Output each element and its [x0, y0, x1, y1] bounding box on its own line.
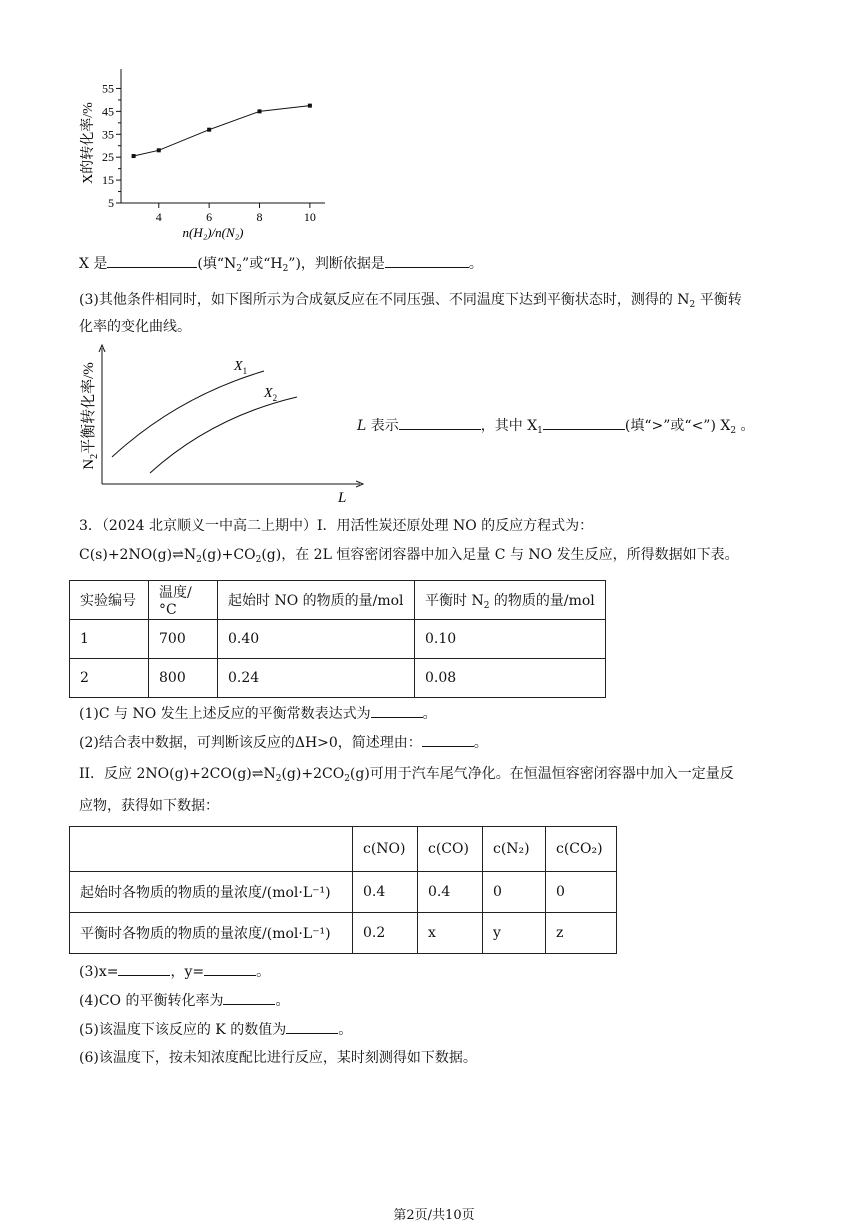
y-tick-label: 15	[102, 173, 114, 188]
row-label: 起始时各物质的物质的量浓度/(mol·L⁻¹)	[70, 872, 353, 913]
q3-title	[79, 516, 593, 536]
x-tick-label: 4	[155, 210, 162, 224]
experiment-table	[69, 580, 606, 698]
data-point	[207, 128, 211, 132]
fill-text: X 是	[79, 256, 108, 272]
curve-x2-label: $X_2$	[264, 386, 278, 403]
header-cell: c(N₂)	[483, 827, 546, 872]
table-cell: 0.2	[353, 913, 418, 954]
table-cell: 0.24	[218, 659, 415, 698]
sub-question: (3)x=	[79, 964, 119, 980]
question-title: 3．（2024 北京顺义一中高二上期中）I．用活性炭还原处理 NO 的反应方程式为：	[79, 518, 594, 534]
subscript: 2	[196, 555, 202, 565]
equilibrium-arrow-icon: ⇌	[172, 547, 184, 563]
header-cell: 实验编号	[70, 581, 149, 620]
y-tick-label: 5	[108, 196, 114, 210]
q3-sub3	[79, 961, 270, 982]
answer-blank[interactable]	[118, 961, 170, 976]
q3-stem-line1	[79, 290, 742, 310]
q2-fill-line	[79, 253, 483, 274]
row-label: 平衡时各物质的物质的量浓度/(mol·L⁻¹)	[70, 913, 353, 954]
q3-sub5	[79, 1019, 352, 1040]
data-point	[308, 104, 312, 108]
q3-answer-line	[357, 415, 755, 435]
chart-xlabel: n(H₂)/n(N₂)	[182, 225, 244, 240]
header-cell: c(CO₂)	[546, 827, 617, 872]
q3-part2-line1	[79, 764, 734, 784]
table-cell: 0	[546, 872, 617, 913]
q3-part2-line2	[79, 796, 219, 816]
header-cell: 平衡时 $N_2$ 的物质的量/mol	[415, 581, 606, 620]
q3-sub2	[79, 732, 488, 753]
q3-sub1	[79, 703, 437, 724]
answer-blank[interactable]	[543, 415, 625, 430]
answer-blank[interactable]	[385, 253, 469, 268]
data-point	[258, 109, 262, 113]
header-cell: 起始时 NO 的物质的量/mol	[218, 581, 415, 620]
answer-blank[interactable]	[399, 415, 481, 430]
answer-text: (填“>”或“<”) X	[624, 418, 731, 434]
table-header-row	[70, 581, 606, 620]
table-cell: 0.40	[218, 620, 415, 659]
y-tick-label: 55	[102, 81, 114, 96]
answer-blank[interactable]	[107, 253, 197, 268]
table-cell: 700	[149, 620, 218, 659]
answer-blank[interactable]	[422, 732, 474, 747]
subscript: 2	[689, 300, 696, 310]
sub-question: (2)结合表中数据，可判断该反应的ΔH>0，简述理由：	[79, 735, 422, 751]
answer-blank[interactable]	[204, 961, 256, 976]
chart-ylabel: $N_2$平衡转化率/%	[81, 362, 100, 470]
chart-series	[132, 104, 312, 158]
fill-text: ”)，判断依据是	[288, 256, 385, 272]
header-cell: 温度/°C	[149, 581, 218, 620]
table-cell: 0.08	[415, 659, 606, 698]
q3-stem-line2	[79, 317, 191, 337]
answer-blank[interactable]	[223, 990, 275, 1005]
subscript: 2	[236, 264, 243, 274]
page-number: 第2页/共10页	[393, 1208, 475, 1223]
x-tick-label: 8	[256, 210, 263, 224]
part2-text: 应物，获得如下数据：	[79, 798, 219, 814]
subscript: 2	[730, 426, 737, 436]
table-row	[70, 913, 617, 954]
part2-text: (g)可用于汽车尾气净化。在恒温恒容密闭容器中加入一定量反	[349, 766, 734, 782]
table-row	[70, 620, 606, 659]
fill-text: ”或“H	[242, 256, 283, 272]
stem-text: 化率的变化曲线。	[79, 319, 191, 335]
header-cell: c(NO)	[353, 827, 418, 872]
table-cell: z	[546, 913, 617, 954]
table-cell: 2	[70, 659, 149, 698]
data-point	[157, 148, 161, 152]
q3-sub6	[79, 1048, 477, 1068]
punct: 。	[422, 706, 437, 722]
conversion-chart	[75, 65, 335, 245]
answer-text: 。	[736, 418, 755, 434]
answer-text: L	[357, 418, 367, 434]
table-cell: 800	[149, 659, 218, 698]
curve-x2	[150, 397, 297, 473]
table-cell: 0.4	[353, 872, 418, 913]
part2-text: II．反应 2NO(g)+2CO(g)	[79, 766, 252, 782]
page-footer	[0, 1204, 868, 1223]
stem-text: 平衡转	[695, 292, 742, 308]
answer-text: ，其中 X	[480, 418, 538, 434]
y-tick-label: 45	[102, 104, 114, 119]
part2-text: N	[263, 766, 276, 782]
x-tick-label: 10	[303, 210, 316, 224]
punct: 。	[338, 1022, 353, 1038]
x-tick-label: 6	[206, 210, 213, 224]
y-tick-label: 25	[102, 150, 114, 165]
table-row	[70, 872, 617, 913]
punct: 。	[473, 735, 488, 751]
punct: 。	[256, 964, 271, 980]
equation-part: N	[183, 547, 197, 563]
table-cell: 1	[70, 620, 149, 659]
subscript: 2	[344, 774, 350, 784]
part2-text: (g)+2CO	[281, 766, 345, 782]
table-cell: 0.4	[418, 872, 483, 913]
chart-ylabel: X的转化率/%	[81, 102, 96, 184]
chart-axes	[121, 69, 325, 203]
equation-part: C(s)+2NO(g)	[79, 547, 173, 563]
answer-blank[interactable]	[371, 703, 423, 718]
curve-x1	[112, 371, 264, 457]
subscript: 2	[275, 774, 282, 784]
sub-question: (6)该温度下，按未知浓度配比进行反应，某时刻测得如下数据。	[79, 1050, 477, 1066]
data-point	[132, 154, 136, 158]
sub-question: ，y=	[170, 964, 205, 980]
equation-tail: ，在 2L 恒容密闭容器中加入足量 C 与 NO 发生反应，所得数据如下表。	[281, 547, 739, 563]
stem-text: (3)其他条件相同时，如下图所示为合成氨反应在不同压强、不同温度下达到平衡状态时，测得的 N	[79, 292, 690, 308]
fill-text: 。	[468, 256, 483, 272]
answer-text: 表示	[366, 418, 399, 434]
table-cell: y	[483, 913, 546, 954]
subscript: 2	[255, 555, 262, 565]
concentration-table	[69, 826, 617, 954]
table-row	[70, 659, 606, 698]
equation-part: (g)+CO	[201, 547, 256, 563]
equilibrium-arrow-icon: ⇌	[251, 766, 264, 782]
sub-question: (5)该温度下该反应的 K 的数值为	[79, 1022, 287, 1038]
punct: 。	[275, 993, 290, 1009]
table-cell: x	[418, 913, 483, 954]
subscript: 2	[282, 264, 289, 274]
header-cell	[70, 827, 353, 872]
y-tick-label: 35	[102, 127, 114, 142]
header-cell: c(CO)	[418, 827, 483, 872]
answer-blank[interactable]	[286, 1019, 338, 1034]
table-header-row	[70, 827, 617, 872]
n2-conversion-chart	[72, 342, 372, 507]
q3-equation-line	[79, 545, 739, 565]
sub-question: (4)CO 的平衡转化率为	[79, 993, 224, 1009]
table-cell: 0.10	[415, 620, 606, 659]
curve-x1-label: $X_1$	[234, 359, 248, 376]
equation-part: (g)	[261, 547, 282, 563]
q3-sub4	[79, 990, 289, 1011]
chart-xlabel: L	[338, 490, 347, 506]
table-cell: 0	[483, 872, 546, 913]
fill-text: (填“N	[197, 256, 237, 272]
sub-question: (1)C 与 NO 发生上述反应的平衡常数表达式为	[79, 706, 371, 722]
subscript: 1	[537, 426, 543, 436]
